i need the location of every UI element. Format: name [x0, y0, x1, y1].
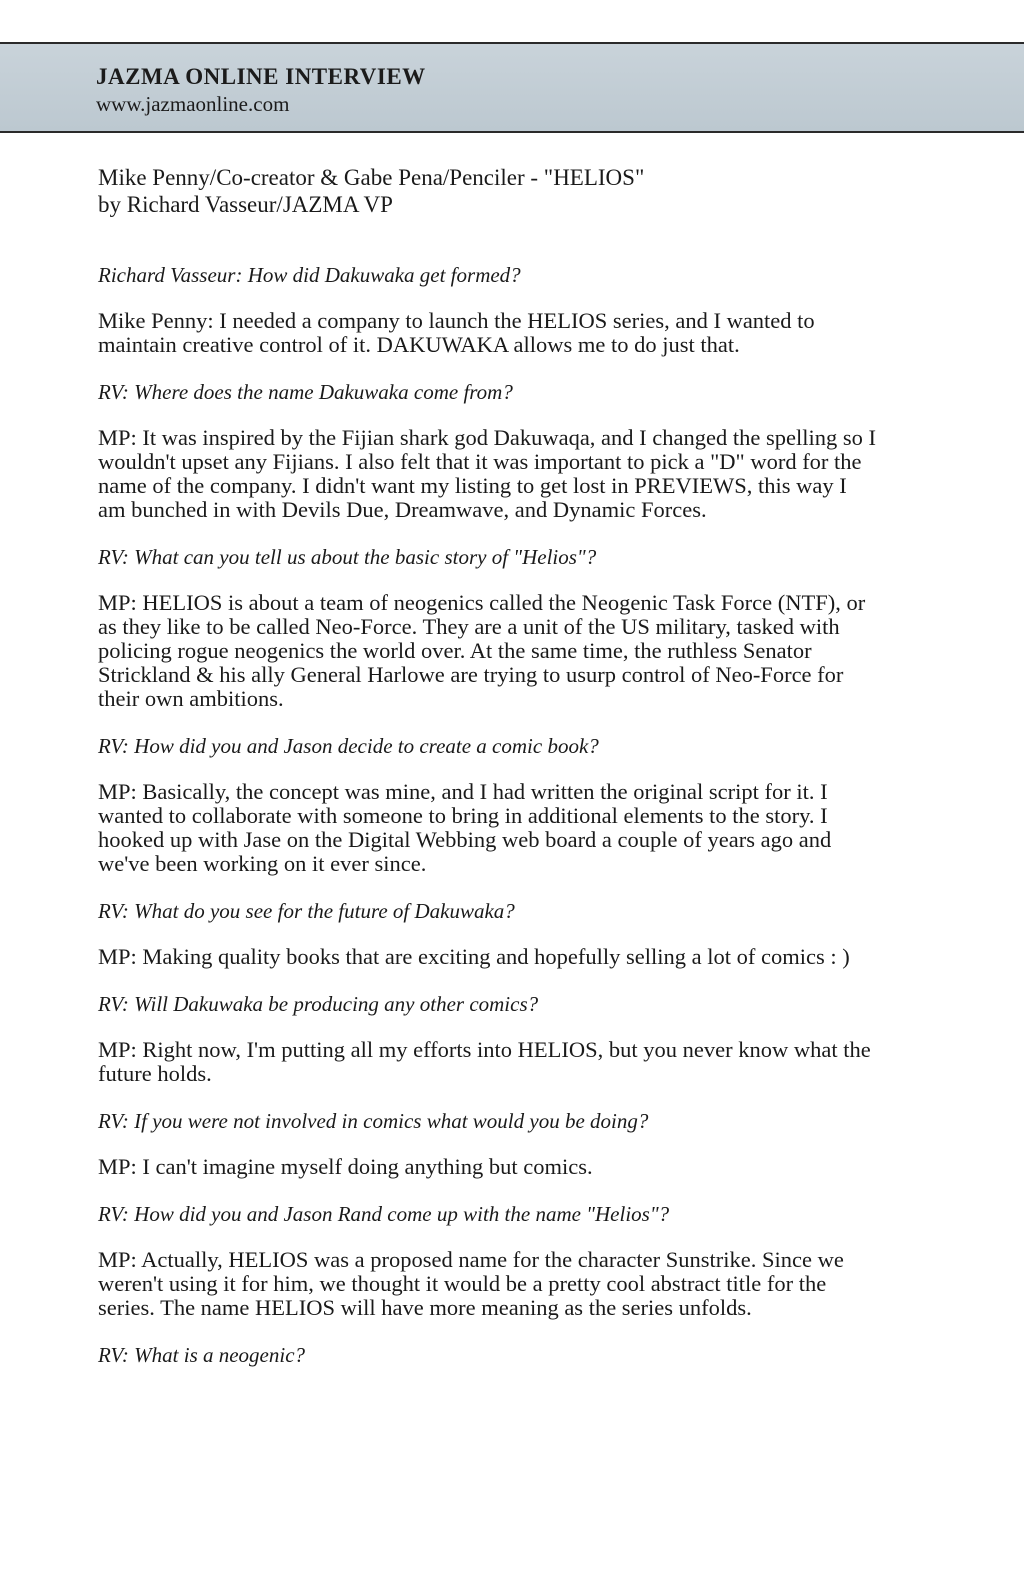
question-7: RV: If you were not involved in comics what would you be doing?	[98, 1109, 649, 1133]
question-1: Richard Vasseur: How did Dakuwaka get formed?	[98, 263, 521, 287]
answer-1: Mike Penny: I needed a company to launch the HELIOS series, and I wanted to maintain creative control of it. DAKUWAKA allows me to do just that.	[98, 308, 815, 357]
byline-line-2: by Richard Vasseur/JAZMA VP	[98, 192, 393, 217]
answer-4: MP: Basically, the concept was mine, and I had written the original script for it. I wanted to collaborate with someone to bring in additional elements to the story. I hooked up with Jase on the Digital Webbing web board a couple of years ago and we've been working on it ever since.	[98, 779, 832, 876]
answer-3: MP: HELIOS is about a team of neogenics called the Neogenic Task Force (NTF), or as they like to be called Neo-Force. They are a unit of the US military, tasked with policing rogue neogenics the world over. At the same time, the ruthless Senator Strickland & his ally General Harlowe are trying to usurp control of Neo-Force for their own ambitions.	[98, 590, 866, 711]
question-6: RV: Will Dakuwaka be producing any other comics?	[98, 992, 539, 1016]
header-title: JAZMA ONLINE INTERVIEW	[96, 64, 426, 89]
header-url: www.jazmaonline.com	[96, 92, 290, 116]
byline	[98, 164, 918, 218]
header-band	[0, 42, 1024, 133]
question-3: RV: What can you tell us about the basic story of "Helios"?	[98, 545, 597, 569]
question-5: RV: What do you see for the future of Dakuwaka?	[98, 899, 515, 923]
answer-2: MP: It was inspired by the Fijian shark god Dakuwaqa, and I changed the spelling so I wouldn't upset any Fijians. I also felt that it was important to pick a "D" word for the name of the company. I didn't want my listing to get lost in PREVIEWS, this way I am bunched in with Devils Due, Dreamwave, and Dynamic Forces.	[98, 425, 876, 522]
answer-5: MP: Making quality books that are exciting and hopefully selling a lot of comics : )	[98, 944, 850, 969]
question-4: RV: How did you and Jason decide to create a comic book?	[98, 734, 599, 758]
question-2: RV: Where does the name Dakuwaka come from?	[98, 380, 513, 404]
answer-6: MP: Right now, I'm putting all my efforts into HELIOS, but you never know what the future holds.	[98, 1037, 871, 1086]
answer-8: MP: Actually, HELIOS was a proposed name for the character Sunstrike. Since we weren't using it for him, we thought it would be a pretty cool abstract title for the series. The name HELIOS will have more meaning as the series unfolds.	[98, 1247, 844, 1320]
interview-body	[98, 262, 878, 1389]
question-8: RV: How did you and Jason Rand come up with the name "Helios"?	[98, 1202, 670, 1226]
answer-7: MP: I can't imagine myself doing anything but comics.	[98, 1154, 593, 1179]
byline-line-1: Mike Penny/Co-creator & Gabe Pena/Penciler - "HELIOS"	[98, 165, 645, 190]
question-9: RV: What is a neogenic?	[98, 1343, 306, 1367]
